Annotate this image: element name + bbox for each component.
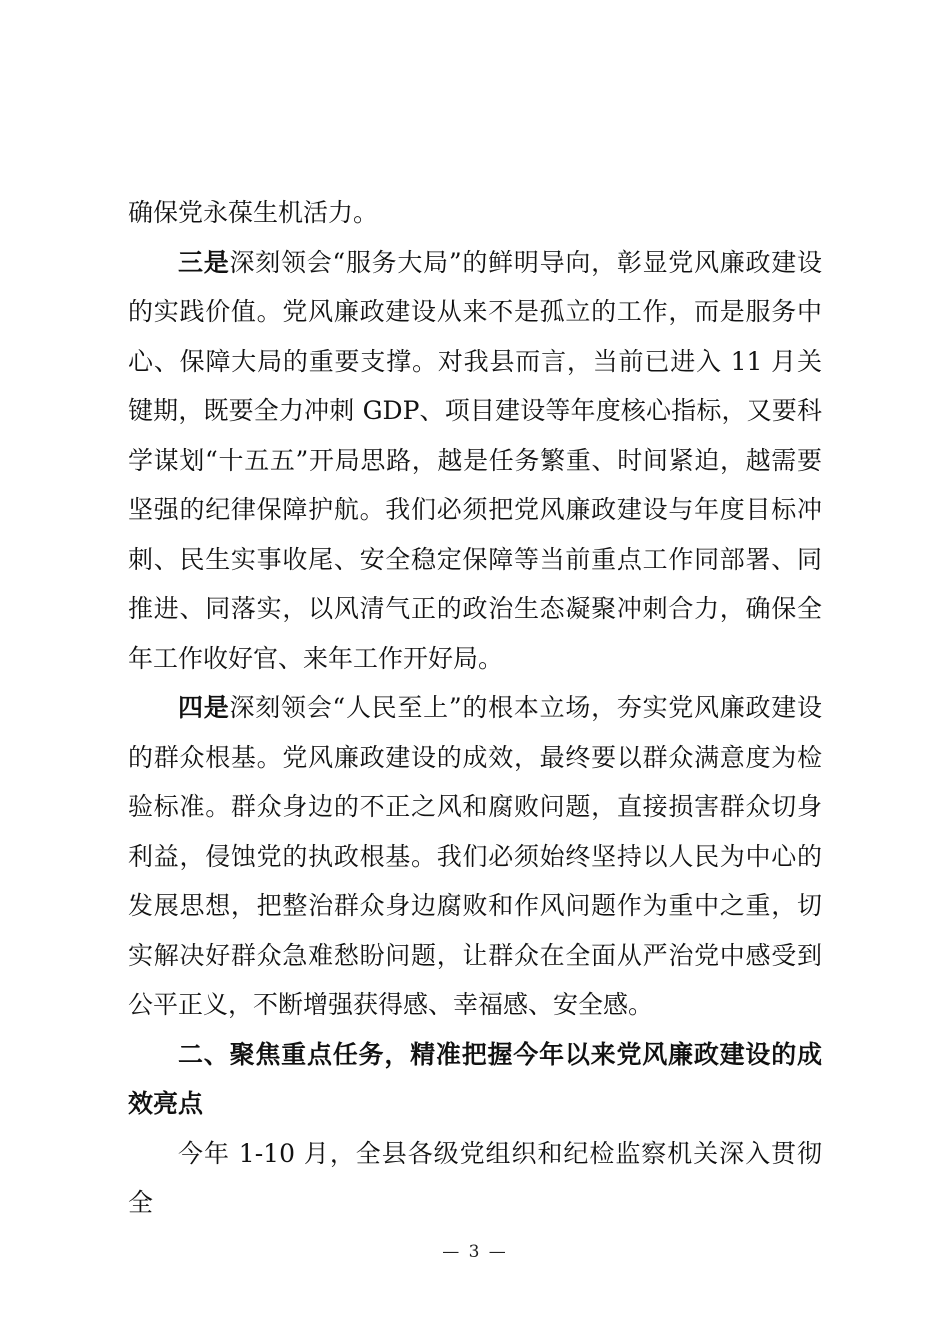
point-body-text: 深刻领会“服务大局”的鲜明导向，彰显党风廉政建设的实践价值。党风廉政建设从来不是孤立的工作，而是服务中心、保障大局的重要支撑。对我县而言，当前已进入 11 月关键期，既要全力冲刺 GDP、项目建设等年度核心指标，又要科学谋划“十五五”开局思路，越是任务繁重、时间紧迫，越需要坚强的纪律保障护航。我们必须把党风廉政建设与年度目标冲刺、民生实事收尾、安全稳定保障等当前重点工作同部署、同推进、同落实，以风清气正的政治生态凝聚冲刺合力，确保全年工作收好官、来年工作开好局。	[128, 247, 822, 673]
document-body	[128, 188, 822, 1228]
point-lead-label: 四是	[178, 693, 230, 722]
paragraph-point-four	[128, 683, 822, 1030]
section-heading: 二、聚焦重点任务，精准把握今年以来党风廉政建设的成效亮点	[128, 1039, 822, 1118]
paragraph-section-intro: 今年 1-10 月，全县各级党组织和纪检监察机关深入贯彻全	[128, 1138, 822, 1217]
paragraph-continuation: 确保党永葆生机活力。	[128, 198, 379, 227]
page-number: — 3 —	[442, 1242, 508, 1262]
point-body-text: 深刻领会“人民至上”的根本立场，夯实党风廉政建设的群众根基。党风廉政建设的成效，最终要以群众满意度为检验标准。群众身边的不正之风和腐败问题，直接损害群众切身利益，侵蚀党的执政根基。我们必须始终坚持以人民为中心的发展思想，把整治群众身边腐败和作风问题作为重中之重，切实解决好群众急难愁盼问题，让群众在全面从严治党中感受到公平正义，不断增强获得感、幸福感、安全感。	[128, 693, 822, 1019]
paragraph-point-three	[128, 238, 822, 684]
point-lead-label: 三是	[178, 247, 230, 277]
